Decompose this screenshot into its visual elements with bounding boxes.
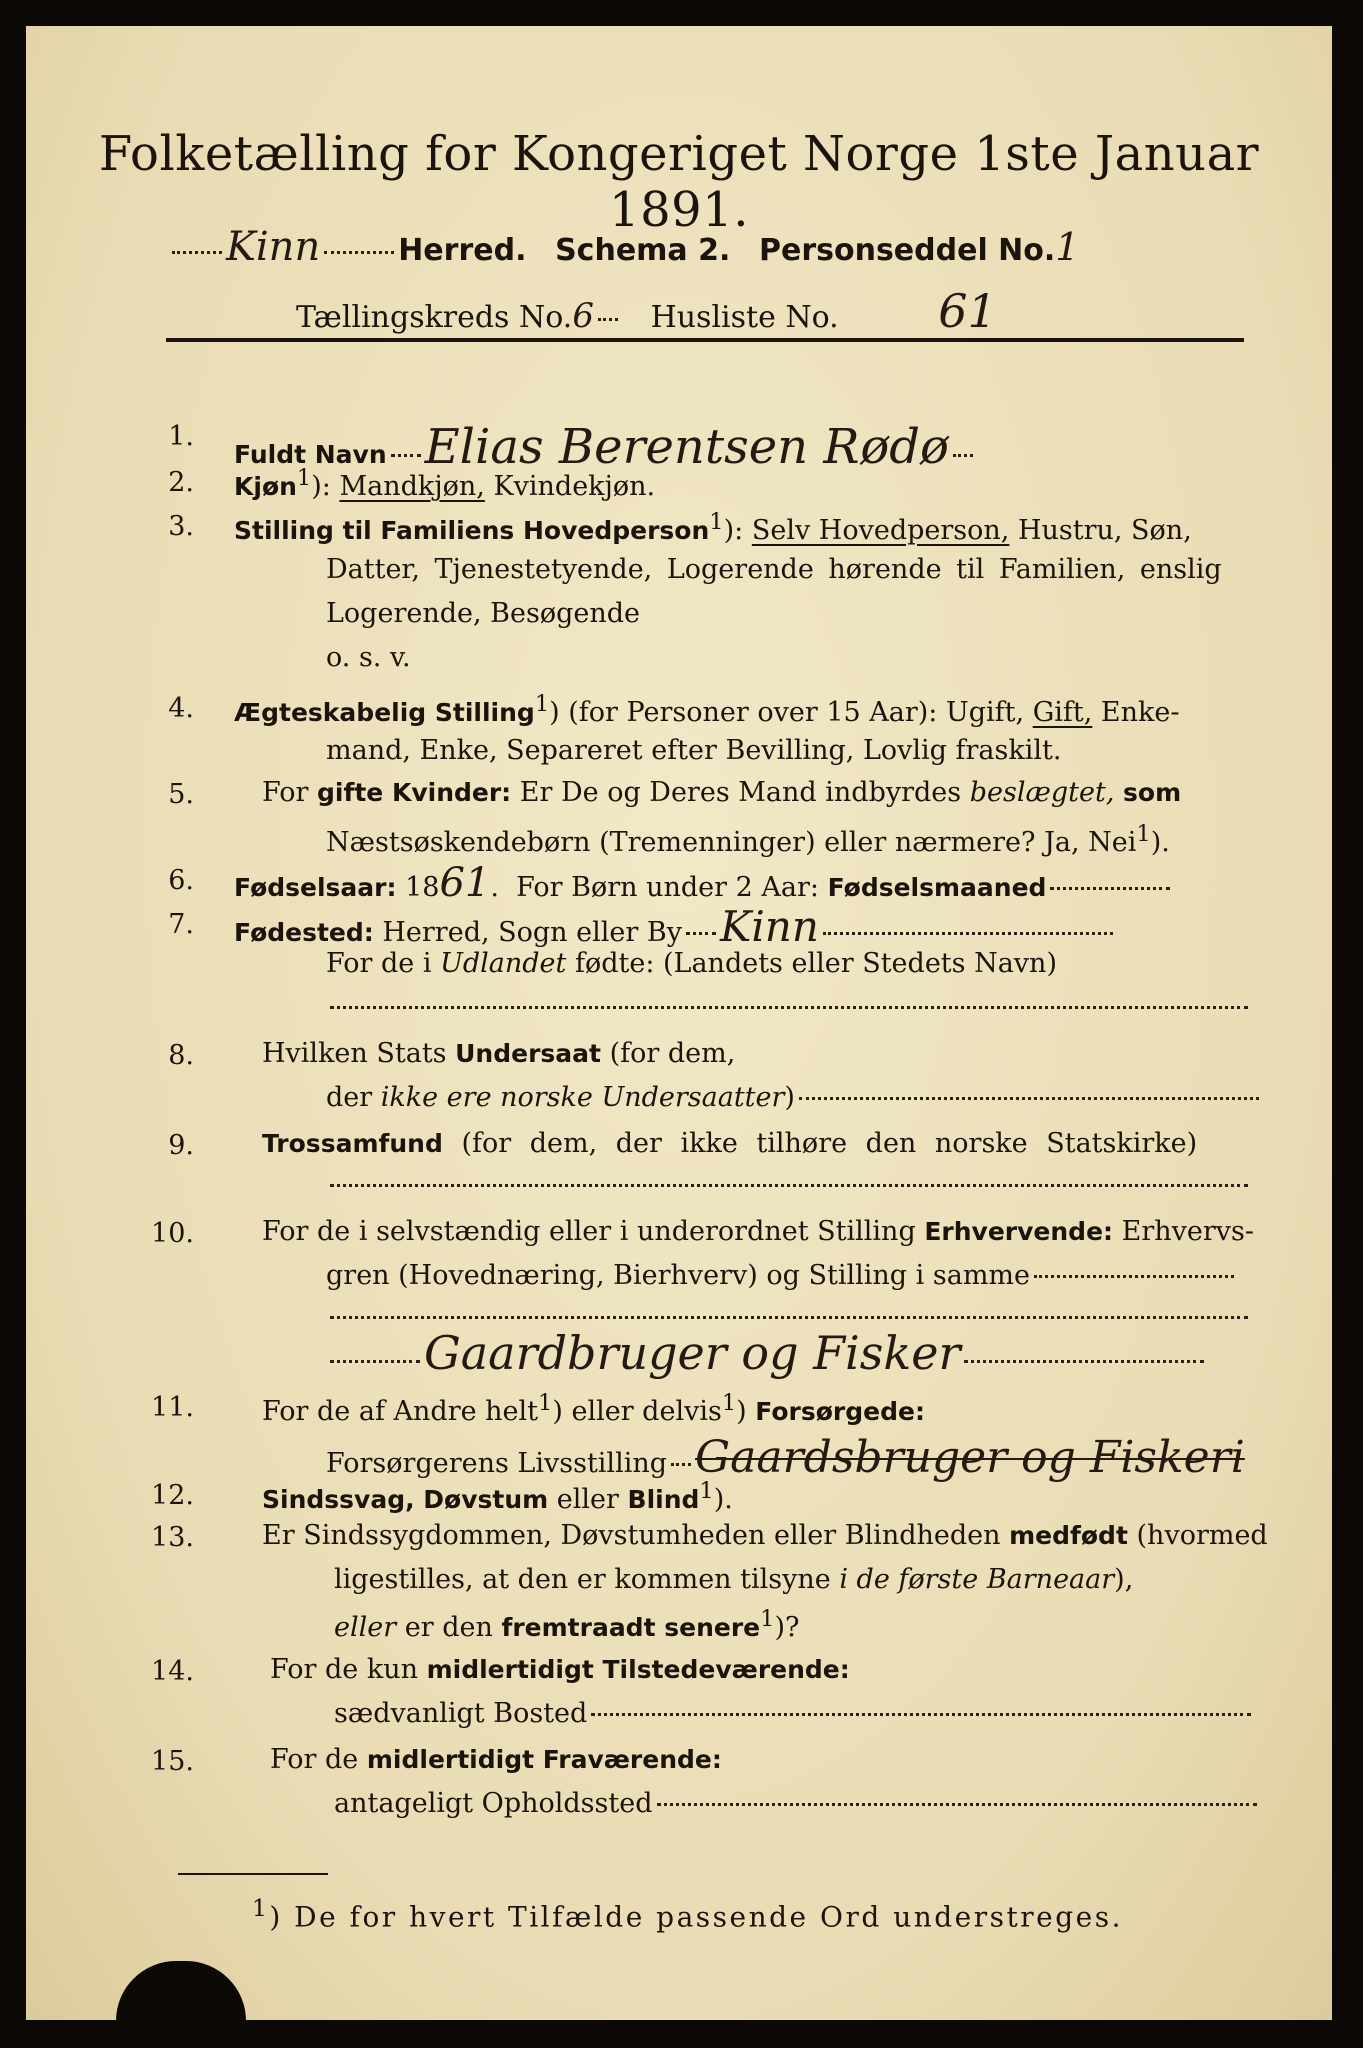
gifte-kvinder-label: gifte Kvinder:	[317, 778, 512, 807]
fodselsmaaned-label: Fødselsmaaned	[827, 873, 1047, 902]
item-11: For de af Andre helt$^1$) eller delvis$^1$) Forsørgede:	[262, 1390, 925, 1427]
item-14-line2: sædvanligt Bosted	[334, 1698, 1255, 1729]
item-6: Fødselsaar: 1861. For Børn under 2 Aar: Fødselsmaaned	[234, 860, 1174, 906]
blank-line	[330, 1184, 1248, 1187]
footnote: $^1$) De for hvert Tilfælde passende Ord understreges.	[252, 1894, 1123, 1934]
item-7: Fødested: Herred, Sogn eller By Kinn	[234, 902, 1117, 951]
undersaat-label: Undersaat	[455, 1039, 601, 1068]
footnote-rule	[178, 1873, 328, 1875]
fravaerende-label: midlertidigt Fraværende:	[366, 1745, 722, 1774]
name-value: Elias Berentsen Rødø	[424, 419, 949, 475]
husliste-label: Husliste No.	[650, 300, 839, 335]
husliste-value: 61	[938, 284, 997, 338]
herred-label: Herred.	[398, 233, 527, 268]
item-number: 1.	[168, 421, 194, 452]
item-10: For de i selvstændig eller i underordnet Stilling Erhvervende: Erhvervs-	[262, 1216, 1255, 1247]
item-2: Kjøn$^1$): Mandkjøn, Kvindekjøn.	[234, 465, 656, 502]
item-8-line2: der ikke ere norske Undersaatter)	[326, 1082, 1263, 1113]
herred-line	[168, 224, 1079, 270]
header-rule	[166, 338, 1244, 342]
item-number: 12.	[151, 1480, 194, 1511]
aegteskab-selected: Gift,	[1032, 697, 1093, 728]
kreds-label: Tællingskreds No.	[296, 300, 573, 335]
item-number: 8.	[168, 1040, 194, 1071]
kreds-value: 6	[572, 296, 594, 336]
item-5: For gifte Kvinder: Er De og Deres Mand indbyrdes beslægtet, som	[262, 777, 1182, 808]
item-4-line2: mand, Enke, Separeret efter Bevilling, Lovlig fraskilt.	[326, 735, 1062, 766]
item-number: 6.	[168, 865, 194, 896]
item-3-line4: o. s. v.	[326, 642, 411, 673]
item-12: Sindssvag, Døvstum eller Blind$^1$).	[262, 1478, 733, 1515]
item-7-line2: For de i Udlandet fødte: (Landets eller Stedets Navn)	[326, 948, 1057, 979]
kjon-selected: Mandkjøn,	[339, 471, 485, 502]
erhvervende-label: Erhvervende:	[924, 1217, 1114, 1246]
blank-line	[330, 1006, 1248, 1009]
item-10-line2: gren (Hovednæring, Bierhverv) og Stilling i samme	[326, 1260, 1238, 1291]
item-9: Trossamfund (for dem, der ikke tilhøre den norske Statskirke)	[262, 1128, 1198, 1159]
item-number: 10.	[151, 1218, 194, 1249]
herred-value: Kinn	[226, 224, 321, 270]
blank-line	[330, 1316, 1248, 1319]
medfodt-label: medfødt	[1009, 1521, 1128, 1550]
kjon-label: Kjøn	[234, 472, 297, 501]
item-11-line2: Forsørgerens Livsstilling Gaardsbruger og Fiskeri	[326, 1432, 1245, 1483]
item-number: 9.	[168, 1130, 194, 1161]
item-3-line3: Logerende, Besøgende	[326, 598, 640, 629]
item-number: 11.	[151, 1392, 194, 1423]
trossamfund-label: Trossamfund	[262, 1129, 443, 1158]
item-3-line2: Datter, Tjenestetyende, Logerende hørende til Familien, enslig	[326, 554, 1222, 585]
item-number: 2.	[168, 467, 194, 498]
item-13-line2: ligestilles, at den er kommen tilsyne i de første Barneaar),	[334, 1564, 1134, 1595]
personseddel-label: Personseddel No.	[759, 233, 1056, 268]
item-14: For de kun midlertidigt Tilstedeværende:	[270, 1654, 850, 1685]
item-number: 7.	[168, 909, 194, 940]
form-title: Folketælling for Kongeriget Norge 1ste Januar 1891.	[98, 126, 1260, 238]
schema-label: Schema 2.	[555, 233, 731, 268]
item-13: Er Sindssygdommen, Døvstumheden eller Blindheden medfødt (hvormed	[262, 1520, 1268, 1551]
fodested-value: Kinn	[719, 902, 819, 951]
item-15-line2: antageligt Opholdssted	[334, 1788, 1261, 1819]
aegteskab-label: Ægteskabelig Stilling	[234, 698, 535, 727]
kreds-line	[296, 284, 997, 338]
fuldt-navn-label: Fuldt Navn	[234, 440, 387, 469]
torn-corner	[116, 1961, 246, 2021]
fodselsaar-value: 61	[439, 860, 491, 906]
census-form-sheet	[26, 26, 1332, 2020]
item-8: Hvilken Stats Undersaat (for dem,	[262, 1038, 736, 1069]
item-4: Ægteskabelig Stilling$^1$) (for Personer over 15 Aar): Ugift, Gift, Enke-	[234, 691, 1180, 728]
item-number: 4.	[168, 693, 194, 724]
item-number: 3.	[168, 511, 194, 542]
blind-label: Blind	[627, 1485, 700, 1514]
stilling-selected: Selv Hovedperson,	[751, 515, 1010, 546]
sindssvag-label: Sindssvag, Døvstum	[262, 1485, 549, 1514]
item-15: For de midlertidigt Fraværende:	[270, 1744, 722, 1775]
item-13-line3: eller er den fremtraadt senere$^1$)?	[334, 1606, 800, 1643]
item-3: Stilling til Familiens Hovedperson$^1$): Selv Hovedperson, Hustru, Søn,	[234, 509, 1192, 546]
forsorger-value: Gaardsbruger og Fiskeri	[695, 1432, 1245, 1483]
forsorgede-label: Forsørgede:	[755, 1397, 925, 1426]
stilling-label: Stilling til Familiens Hovedperson	[234, 516, 710, 545]
tilstedevaerende-label: midlertidigt Tilstedeværende:	[426, 1655, 850, 1684]
item-number: 5.	[168, 779, 194, 810]
fodested-label: Fødested:	[234, 918, 374, 947]
personseddel-value: 1	[1055, 225, 1080, 269]
item-number: 14.	[151, 1656, 194, 1687]
erhverv-value: Gaardbruger og Fisker	[424, 1326, 961, 1380]
item-10-line4	[326, 1326, 1208, 1380]
fodselsaar-label: Fødselsaar:	[234, 873, 397, 902]
item-5-line2: Næstsøskendebørn (Tremenninger) eller nærmere? Ja, Nei$^1$).	[326, 821, 1170, 858]
item-number: 13.	[151, 1522, 194, 1553]
item-number: 15.	[151, 1746, 194, 1777]
